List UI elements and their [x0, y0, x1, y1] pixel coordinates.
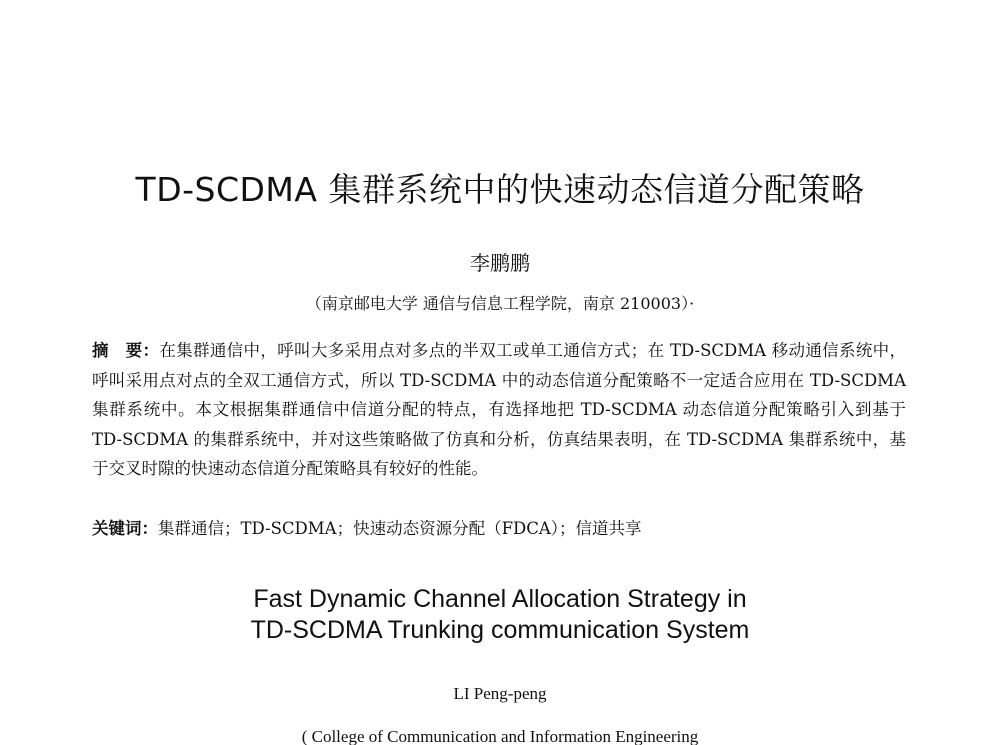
chinese-title: TD-SCDMA 集群系统中的快速动态信道分配策略 — [135, 170, 865, 209]
chinese-keywords — [92, 514, 906, 543]
chinese-abstract — [92, 336, 906, 484]
abstract-text: 在集群通信中，呼叫大多采用点对多点的半双工或单工通信方式；在 TD-SCDMA 移动通信系统中，呼叫采用点对点的全双工通信方式，所以 TD-SCDMA 中的动态信道分配策略不一定适合应用在 TD-SCDMA 集群系统中。本文根据集群通信中信道分配的特点，有选择地把 TD-SCDMA 动态信道分配策略引入到基于 TD-SCDMA 的集群系统中，并对这些策略做了仿真和分析，仿真结果表明，在 TD-SCDMA 集群系统中，基于交叉时隙的快速动态信道分配策略具有较好的性能。 — [92, 341, 906, 478]
english-title-line-2: TD-SCDMA Trunking communication System — [250, 616, 750, 644]
keywords-label: 关键词： — [92, 519, 158, 538]
chinese-author: 李鹏鹏 — [470, 251, 530, 275]
english-title — [0, 584, 1000, 646]
english-author: LI Peng-peng — [453, 684, 547, 703]
abstract-label: 摘 要： — [92, 341, 160, 360]
keywords-text: 集群通信；TD-SCDMA；快速动态资源分配（FDCA）；信道共享 — [158, 519, 642, 538]
chinese-affiliation: （南京邮电大学 通信与信息工程学院，南京 210003）· — [305, 294, 695, 313]
english-title-line-1: Fast Dynamic Channel Allocation Strategy in — [253, 585, 747, 613]
english-affiliation: ( College of Communication and Information Engineering — [301, 727, 699, 745]
